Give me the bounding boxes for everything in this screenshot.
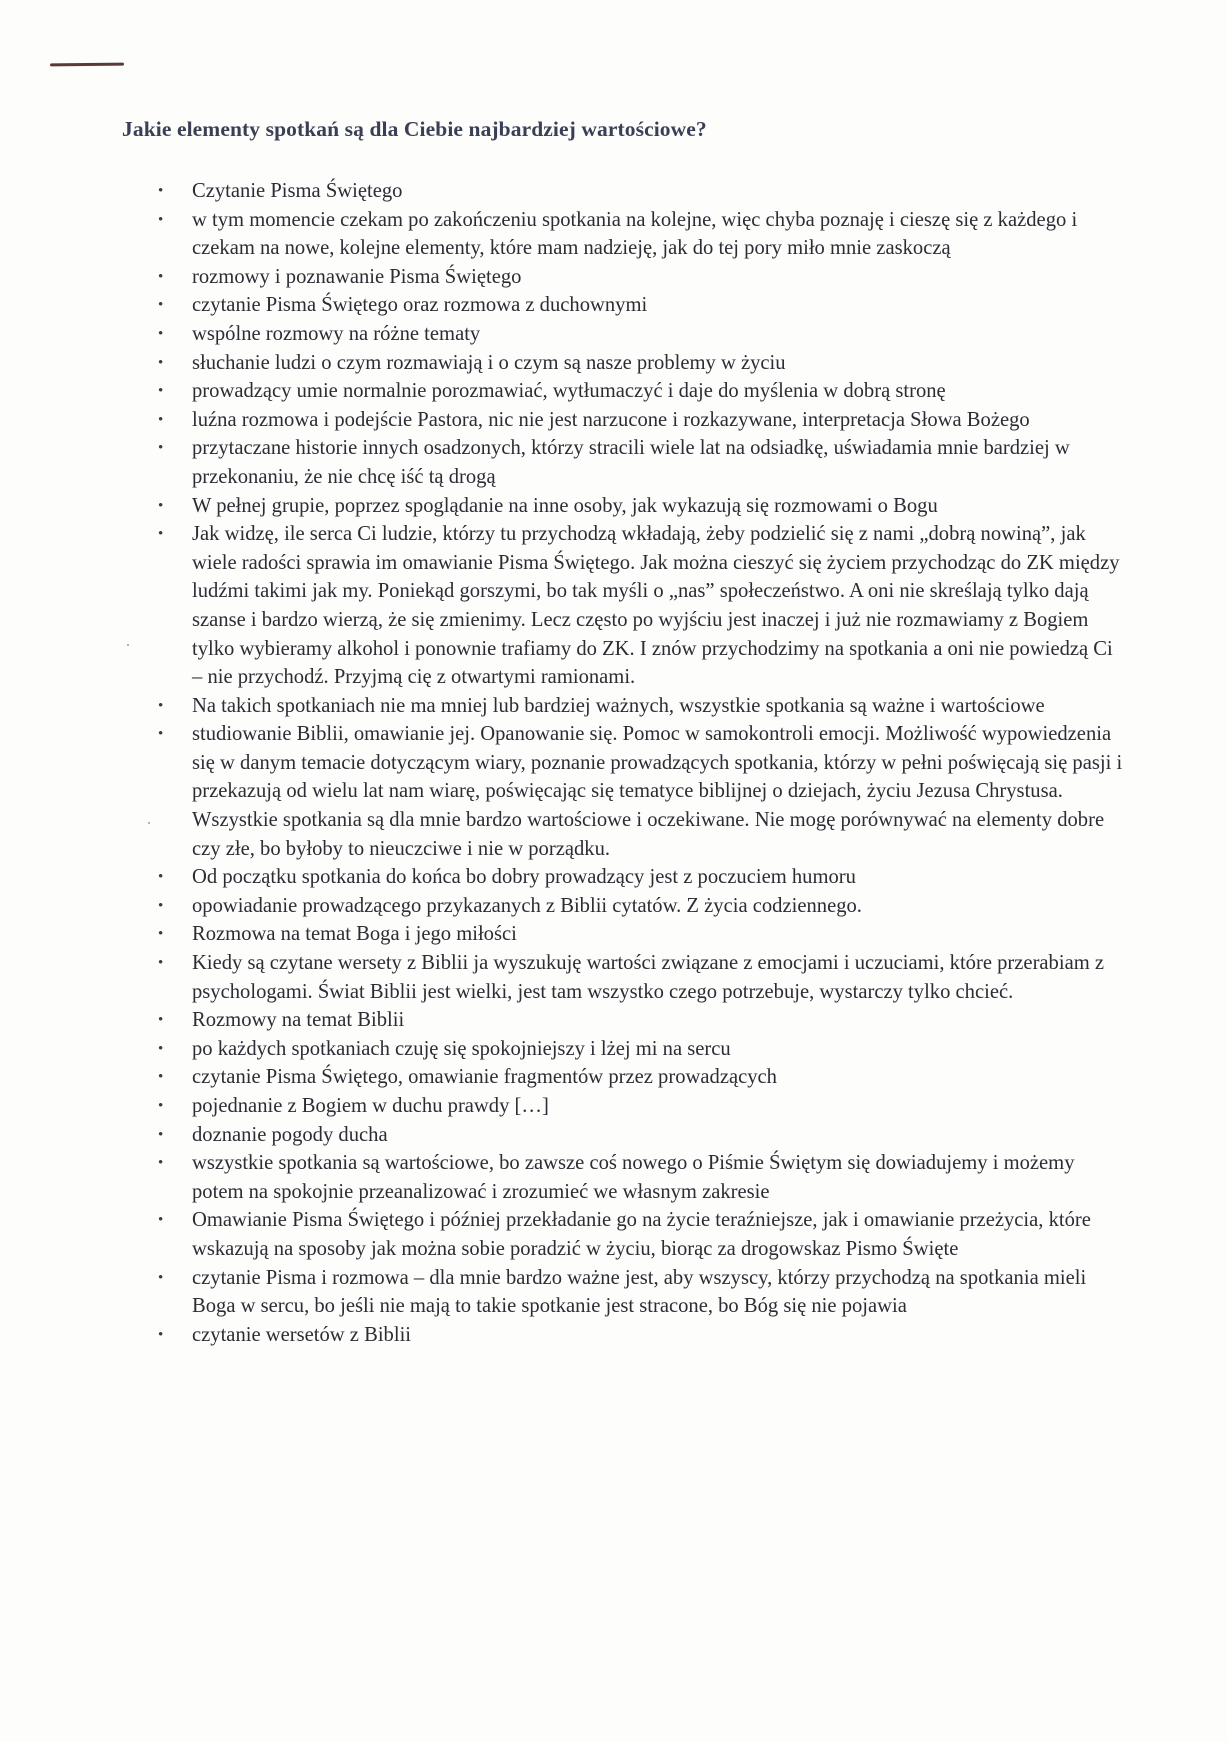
question-heading: Jakie elementy spotkań są dla Ciebie najbardziej wartościowe? — [122, 117, 707, 141]
answer-text: Jak widzę, ile serca Ci ludzie, którzy tu przychodzą wkładają, żeby podzielić się z nami „dobrą nowiną”, jak wiele radości sprawia im omawianie Pisma Świętego. Jak można cieszyć się życiem przychodząc do ZK między ludźmi takimi jak my. Poniekąd gorszymi, bo tak myśli o „nas” społeczeństwo. A oni nie skreślają tylko dają szanse i bardzo wierzą, że się zmienimy. Lecz często po wyjściu jest inaczej i już nie rozmawiamy z Bogiem tylko wybieramy alkohol i ponownie trafiamy do ZK. I znów przychodzimy na spotkania a oni nie powiedzą Ci – nie przychodź. Przyjmą cię z otwartymi ramionami. — [192, 523, 1120, 689]
bullet-icon: • — [158, 697, 164, 714]
answer-item — [0, 1092, 1227, 1121]
answer-text: po każdych spotkaniach czuję się spokojniejszy i lżej mi na sercu — [192, 1037, 731, 1060]
bullet-icon: • — [158, 211, 164, 228]
answer-item — [0, 949, 1227, 1006]
answer-text: wspólne rozmowy na różne tematy — [192, 322, 481, 345]
bullet-icon: • — [158, 526, 164, 543]
answer-item — [0, 1063, 1227, 1092]
answer-text: Czytanie Pisma Świętego — [192, 180, 403, 202]
answer-text: czytanie Pisma Świętego oraz rozmowa z duchownymi — [192, 294, 648, 317]
bullet-icon: • — [158, 1126, 164, 1143]
answer-item — [0, 206, 1227, 263]
answer-item — [0, 520, 1227, 692]
answer-item — [0, 692, 1227, 721]
answer-item — [0, 1149, 1227, 1206]
bullet-icon: • — [158, 383, 164, 400]
bullet-icon: • — [158, 955, 164, 972]
answer-item — [0, 320, 1227, 349]
answer-text: Od początku spotkania do końca bo dobry prowadzący jest z poczuciem humoru — [192, 866, 856, 889]
bullet-icon: • — [158, 1012, 164, 1029]
bullet-icon: • — [158, 897, 164, 914]
answer-text: W pełnej grupie, poprzez spoglądanie na inne osoby, jak wykazują się rozmowami o Bogu — [192, 494, 938, 517]
bullet-icon: • — [158, 926, 164, 943]
bullet-icon: • — [158, 354, 164, 371]
answer-item — [0, 1121, 1227, 1150]
bullet-icon: • — [158, 1269, 164, 1286]
answer-list — [0, 177, 1227, 1349]
answer-item — [0, 863, 1227, 892]
bullet-icon: • — [158, 497, 164, 514]
answer-text: prowadzący umie normalnie porozmawiać, wytłumaczyć i daje do myślenia w dobrą stronę — [192, 380, 946, 403]
answer-text: studiowanie Biblii, omawianie jej. Opanowanie się. Pomoc w samokontroli emocji. Możliwość wypowiedzenia się w danym temacie dotyczącym wiary, poznanie prowadzących spotkania, którzy w pełni poświęcają się pasji i przekazują od wielu lat nam wiarę, poświęcając się tematyce biblijnej o dziejach, życiu Jezusa Chrystusa. Wszystkie spotkania są dla mnie bardzo wartościowe i oczekiwane. Nie mogę porównywać na elementy dobre czy złe, bo byłoby to nieuczciwe i nie w porządku. — [192, 723, 1123, 860]
bullet-icon: • — [158, 325, 164, 342]
answer-item — [0, 492, 1227, 521]
answer-text: czytanie wersetów z Biblii — [192, 1323, 412, 1346]
bullet-icon: • — [158, 1155, 164, 1172]
answer-text: Na takich spotkaniach nie ma mniej lub bardziej ważnych, wszystkie spotkania są ważne i wartościowe — [192, 694, 1045, 717]
bullet-icon: • — [158, 1212, 164, 1229]
answer-text: luźna rozmowa i podejście Pastora, nic nie jest narzucone i rozkazywane, interpretacja Słowa Bożego — [192, 408, 1030, 431]
answer-item — [0, 1264, 1227, 1321]
bullet-icon: • — [158, 1326, 164, 1343]
answer-item — [0, 1035, 1227, 1064]
answer-text: słuchanie ludzi o czym rozmawiają i o czym są nasze problemy w życiu — [192, 351, 786, 374]
answer-item — [0, 263, 1227, 292]
bullet-icon: • — [158, 297, 164, 314]
answer-text: Omawianie Pisma Świętego i później przekładanie go na życie teraźniejsze, jak i omawianie przeżycia, które wskazują na sposoby jak można sobie poradzić w życiu, biorąc za drogowskaz Pismo Święte — [192, 1209, 1091, 1260]
answer-item — [0, 920, 1227, 949]
answer-item — [0, 291, 1227, 320]
answer-text: w tym momencie czekam po zakończeniu spotkania na kolejne, więc chyba poznaję i cieszę się z każdego i czekam na nowe, kolejne elementy, które mam nadzieję, jak do tej pory miło mnie zaskoczą — [192, 208, 1078, 260]
scan-mark — [50, 63, 124, 67]
answer-text: przytaczane historie innych osadzonych, którzy stracili wiele lat na odsiadkę, uświadamia mnie bardziej w przekonaniu, że nie chcę iść tą drogą — [192, 437, 1070, 488]
answer-text: wszystkie spotkania są wartościowe, bo zawsze coś nowego o Piśmie Świętym się dowiadujemy i możemy potem na spokojnie przeanalizować i zrozumieć we własnym zakresie — [192, 1152, 1075, 1203]
answer-text: opowiadanie prowadzącego przykazanych z Biblii cytatów. Z życia codziennego. — [192, 894, 862, 917]
answer-item — [0, 1206, 1227, 1263]
answer-item — [0, 1321, 1227, 1350]
bullet-icon: • — [158, 411, 164, 428]
answer-item — [0, 177, 1227, 206]
bullet-icon: • — [158, 440, 164, 457]
bullet-icon: • — [158, 869, 164, 886]
answer-text: doznanie pogody ducha — [192, 1123, 388, 1146]
answer-text: czytanie Pisma Świętego, omawianie fragmentów przez prowadzących — [192, 1066, 777, 1089]
answer-text: czytanie Pisma i rozmowa – dla mnie bardzo ważne jest, aby wszyscy, którzy przychodzą na spotkania mieli Boga w sercu, bo jeśli nie mają to takie spotkanie jest stracone, bo Bóg się nie pojawia — [192, 1266, 1087, 1318]
answer-item — [0, 1006, 1227, 1035]
bullet-icon: • — [158, 1040, 164, 1057]
answer-text: Kiedy są czytane wersety z Biblii ja wyszukuję wartości związane z emocjami i uczuciami, które przerabiam z psychologami. Świat Biblii jest wielki, jest tam wszystko czego potrzebuje, wystarczy tylko chcieć. — [192, 952, 1105, 1003]
answer-text: rozmowy i poznawanie Pisma Świętego — [192, 265, 522, 288]
answer-text: Rozmowa na temat Boga i jego miłości — [192, 923, 517, 946]
answer-item — [0, 349, 1227, 378]
answer-text: pojednanie z Bogiem w duchu prawdy […] — [192, 1095, 549, 1117]
answer-item — [0, 434, 1227, 491]
bullet-icon: • — [158, 183, 164, 199]
answer-item — [0, 377, 1227, 406]
answer-text: Rozmowy na temat Biblii — [192, 1009, 405, 1032]
answer-item — [0, 406, 1227, 435]
answer-item — [0, 720, 1227, 863]
bullet-icon: • — [158, 1098, 164, 1114]
bullet-icon: • — [158, 268, 164, 285]
answer-item — [0, 892, 1227, 921]
bullet-icon: • — [158, 726, 164, 743]
bullet-icon: • — [158, 1069, 164, 1086]
